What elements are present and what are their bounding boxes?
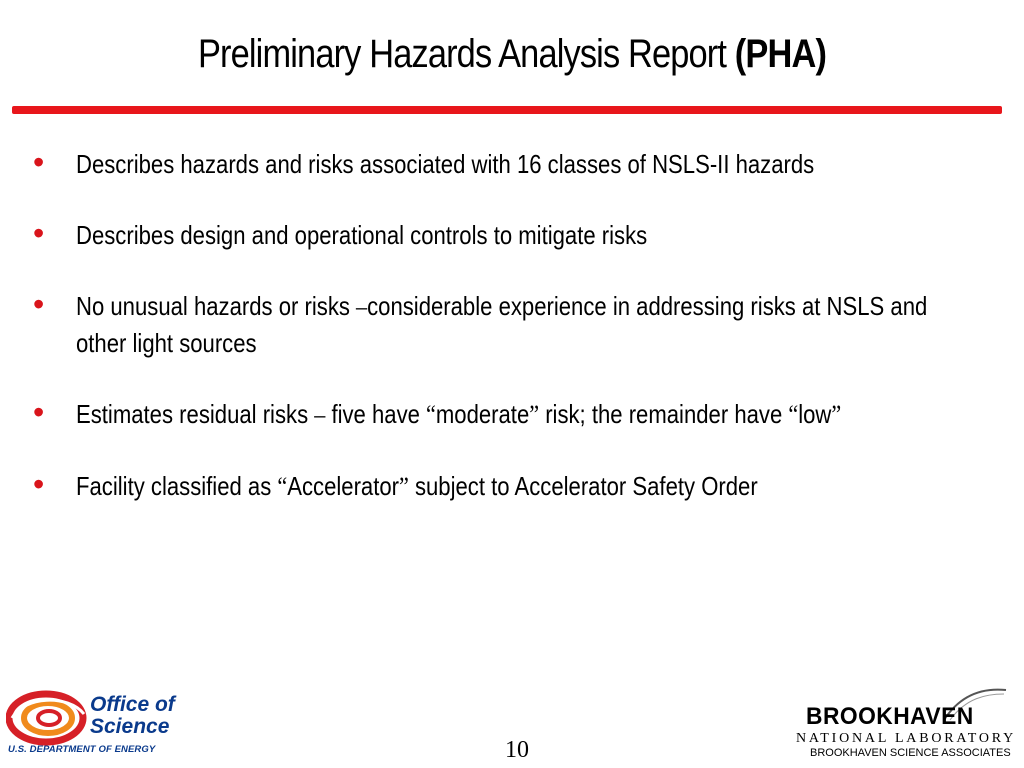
brookhaven-logo	[790, 686, 1016, 766]
title-rule	[12, 106, 1002, 114]
bullet-dot: •	[33, 215, 45, 251]
office-of-science-logo	[6, 688, 216, 764]
bullet-item	[30, 288, 1024, 361]
doe-tagline: U.S. DEPARTMENT OF ENERGY	[8, 744, 156, 755]
slide-title-acronym: (PHA)	[734, 32, 827, 76]
office-of-science-wordmark: Office of Science	[90, 693, 175, 738]
bullet-text: Describes hazards and risks associated with 16 classes of NSLS-II hazards	[76, 149, 815, 179]
bullet-dot: •	[33, 286, 45, 322]
bullet-item	[30, 146, 1024, 182]
bullet-dot: •	[33, 466, 45, 502]
brookhaven-wordmark: BROOKHAVEN	[806, 703, 974, 730]
doe-swirl-logo-icon	[6, 688, 88, 746]
slide-title	[72, 30, 953, 78]
bullet-item	[30, 396, 1024, 433]
bullet-text: No unusual hazards or risks –considerable experience in addressing risks at NSLS and other light sources	[76, 291, 928, 358]
bullet-text: Describes design and operational controls to mitigate risks	[76, 220, 648, 250]
bullet-item	[30, 468, 1024, 505]
science-associates-text: BROOKHAVEN SCIENCE ASSOCIATES	[810, 747, 1011, 759]
bullet-item	[30, 217, 1024, 253]
bullet-dot: •	[33, 394, 45, 430]
page-number: 10	[505, 737, 529, 763]
bullet-list	[30, 146, 1024, 540]
bullet-dot: •	[33, 144, 45, 180]
bullet-text: Facility classified as “Accelerator” subject to Accelerator Safety Order	[76, 471, 758, 501]
bullet-text: Estimates residual risks – five have “moderate” risk; the remainder have “low”	[76, 399, 842, 429]
slide-title-main: Preliminary Hazards Analysis Report	[197, 32, 735, 76]
national-laboratory-text: NATIONAL LABORATORY	[796, 731, 1017, 746]
